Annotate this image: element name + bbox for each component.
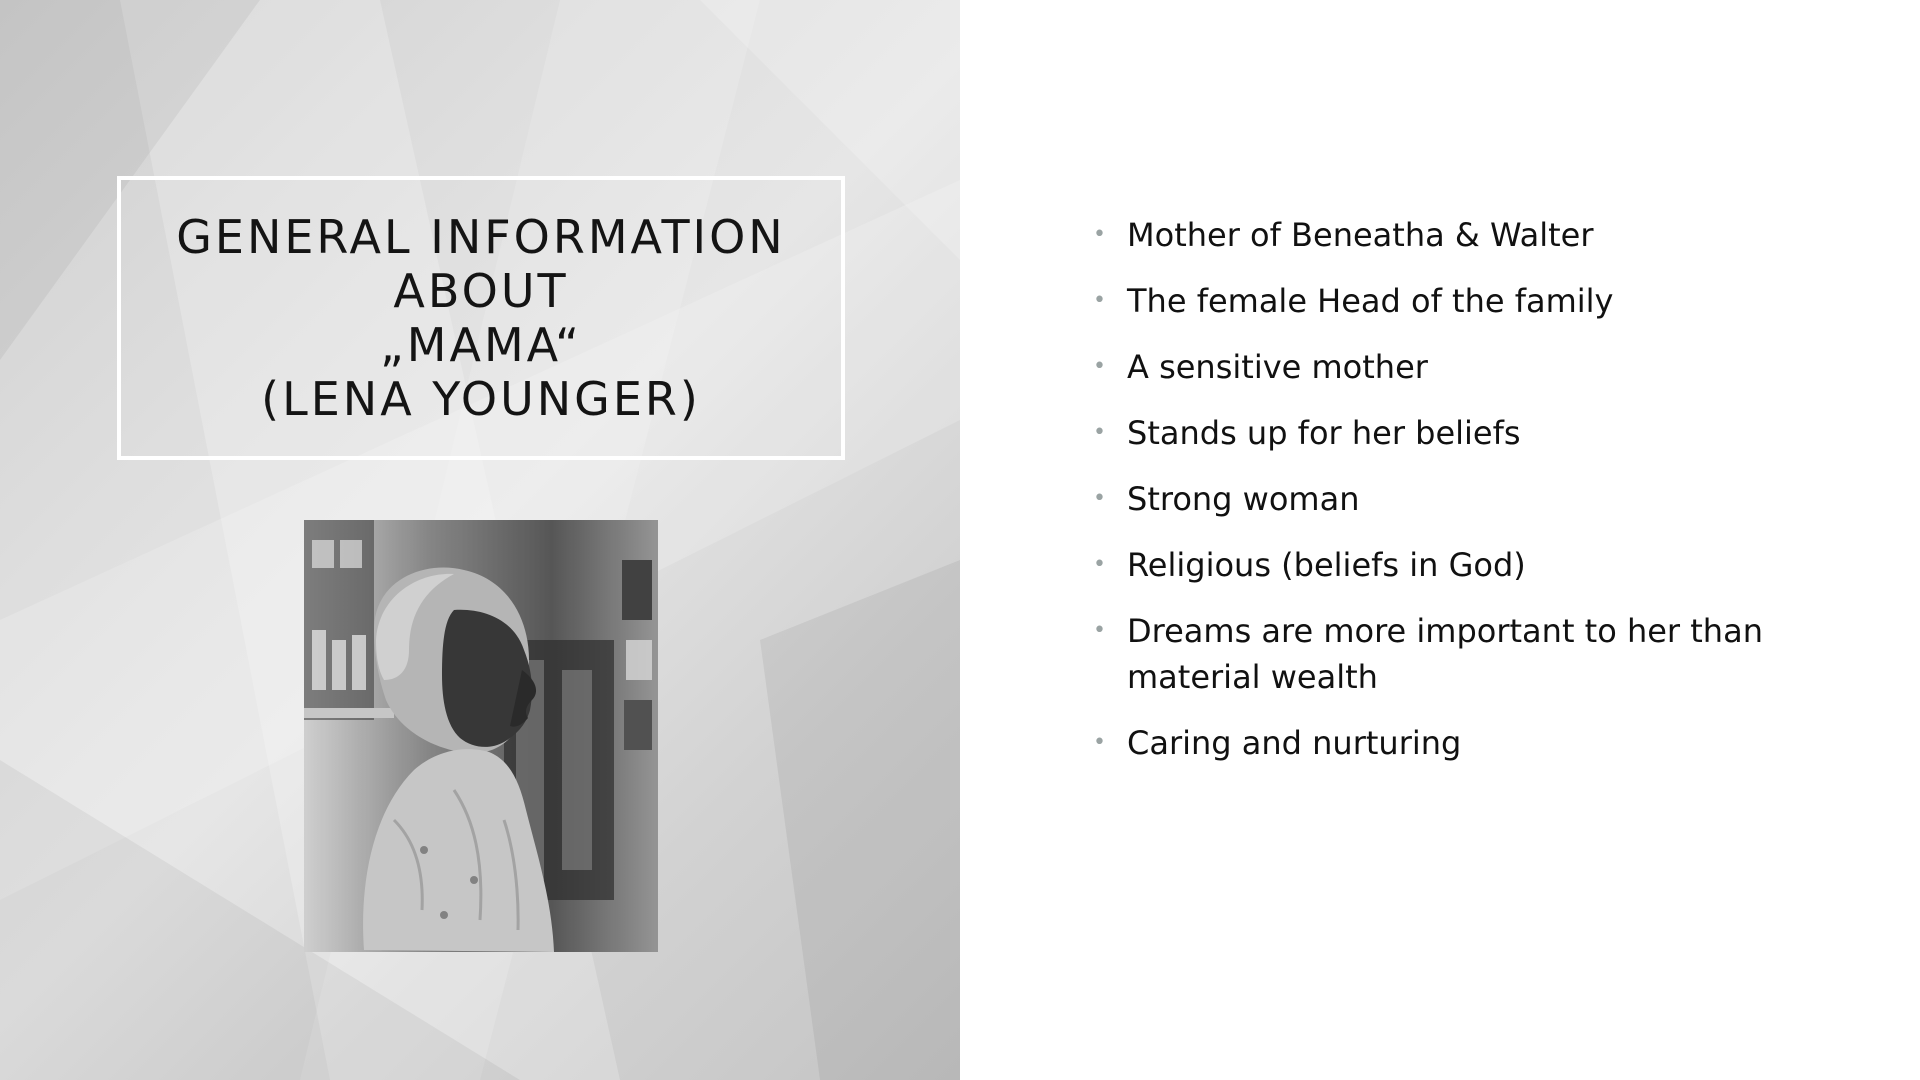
content-panel [960, 0, 1920, 1080]
bullet-dot-icon: • [1093, 222, 1106, 247]
portrait-photo [304, 520, 658, 952]
title-line-4: (LENA YOUNGER) [261, 372, 701, 426]
bullet-text: Mother of Beneatha & Walter [1127, 216, 1594, 254]
bullet-text: Strong woman [1127, 480, 1360, 518]
bullet-item [1093, 608, 1853, 700]
title-line-2: ABOUT [393, 264, 569, 318]
title-frame [117, 176, 845, 460]
bullet-dot-icon: • [1093, 486, 1106, 511]
title-line-3: „MAMA“ [379, 318, 583, 372]
bullet-item [1093, 410, 1853, 456]
bullet-dot-icon: • [1093, 354, 1106, 379]
bullet-text: The female Head of the family [1127, 282, 1614, 320]
bullet-text: A sensitive mother [1127, 348, 1428, 386]
portrait-photo-icon [304, 520, 658, 952]
bullet-item [1093, 720, 1853, 766]
bullet-text: Stands up for her beliefs [1127, 414, 1521, 452]
bullet-item [1093, 278, 1853, 324]
bullet-dot-icon: • [1093, 552, 1106, 577]
bullet-text: Dreams are more important to her than material wealth [1127, 612, 1763, 696]
bullet-item [1093, 476, 1853, 522]
bullet-item [1093, 212, 1853, 258]
bullet-item [1093, 542, 1853, 588]
bullet-text: Caring and nurturing [1127, 724, 1462, 762]
bullet-text: Religious (beliefs in God) [1127, 546, 1526, 584]
bullet-dot-icon: • [1093, 618, 1106, 643]
bullet-dot-icon: • [1093, 420, 1106, 445]
bullet-item [1093, 344, 1853, 390]
title-line-1: GENERAL INFORMATION [176, 210, 786, 264]
bullet-dot-icon: • [1093, 288, 1106, 313]
bullet-dot-icon: • [1093, 730, 1106, 755]
bullet-list [1093, 212, 1853, 786]
